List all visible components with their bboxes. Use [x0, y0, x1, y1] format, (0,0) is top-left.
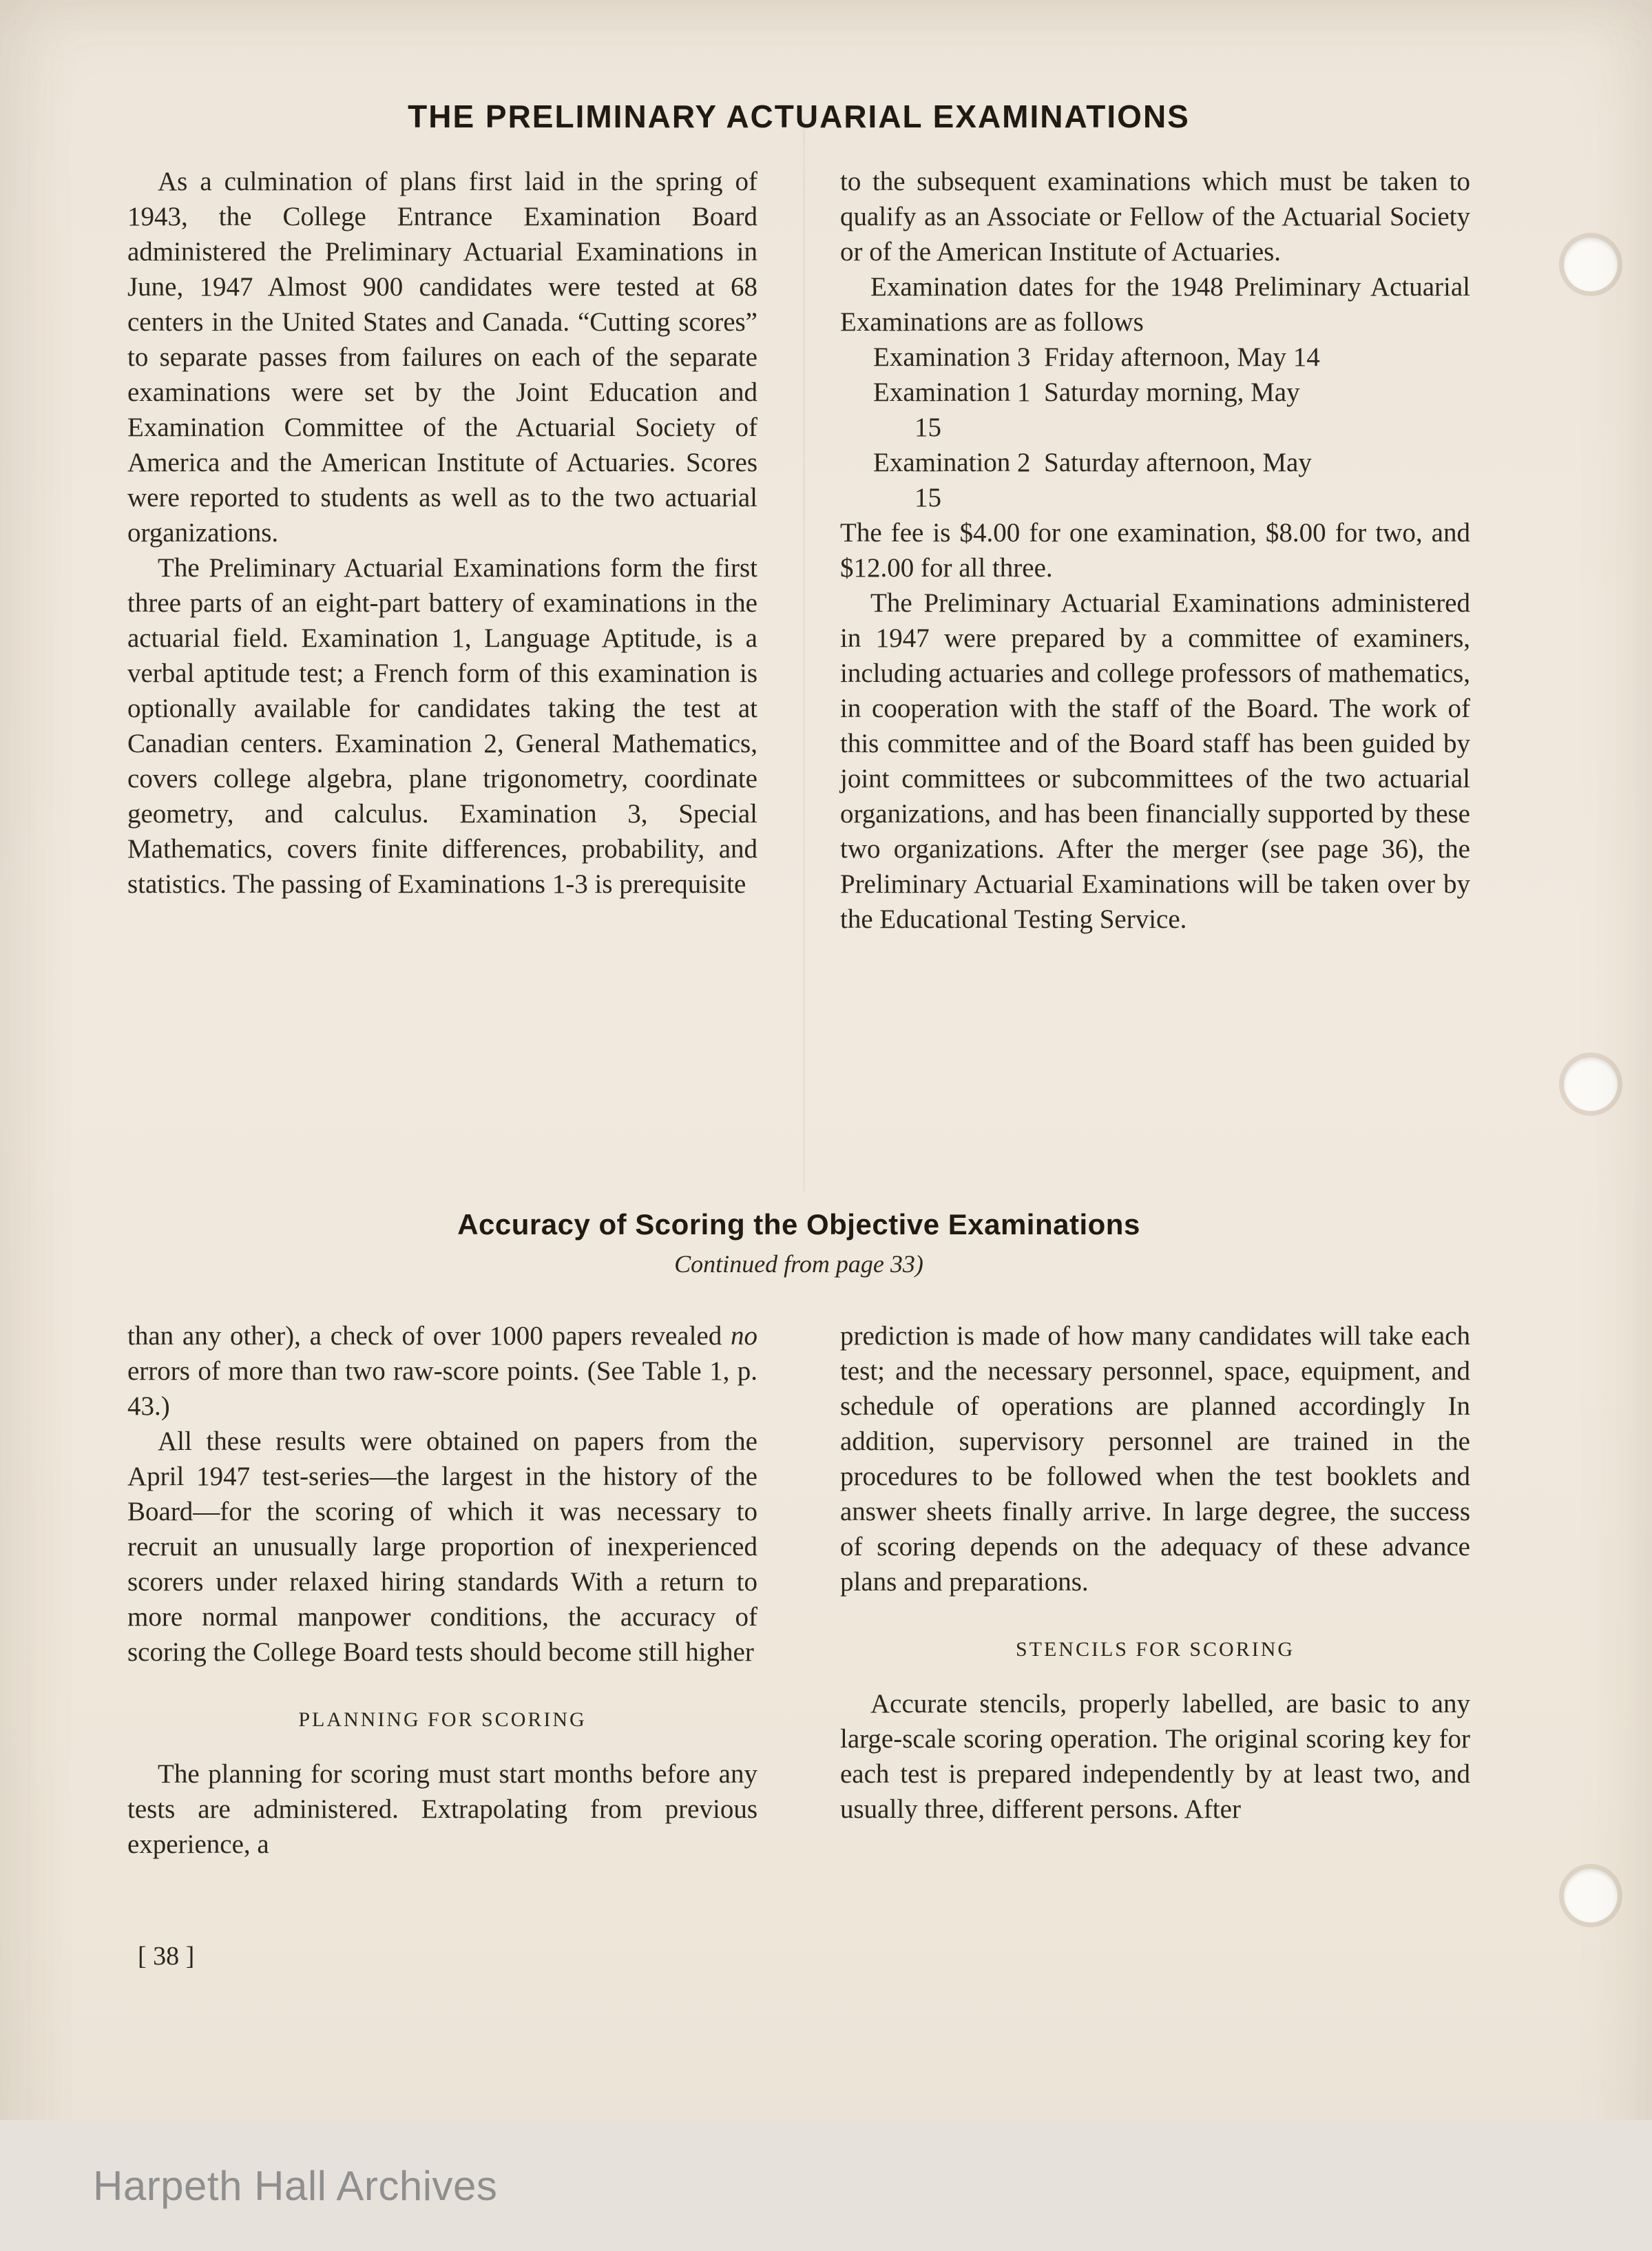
- article2-right-column: [840, 1318, 1470, 1862]
- article1-right-column: [840, 164, 1470, 1156]
- exam-schedule-line: 15: [914, 413, 941, 442]
- article1-paragraph: The Preliminary Actuarial Examinations form the first three parts of an eight-part battery of examinations in the actuarial field. Examination 1, Language Aptitude, is a verbal aptitude test; a French form of this examination is optionally available for candidates taking the test at Canadian centers. Examination 2, General Mathematics, covers college algebra, plane trigonometry, coordinate geometry, and calculus. Examination 3, Special Mathematics, covers finite differences, probability, and statistics. The passing of Examinations 1-3 is prerequisite: [127, 553, 757, 899]
- page-number: [ 38 ]: [138, 1942, 195, 1971]
- article2-subtitle: Continued from page 33): [674, 1250, 923, 1278]
- article1-paragraph: The Preliminary Actuarial Examinations administered in 1947 were prepared by a committee of examiners, including actuaries and college professors of mathematics, in cooperation with the staff of the Board. The work of this committee and of the Board staff has been guided by joint committees or subcommittees of the two actuarial organizations, and has been financially supported by these two organizations. After the merger (see page 36), the Preliminary Actuarial Examinations will be taken over by the Educational Testing Service.: [840, 588, 1470, 934]
- article2-columns: [127, 1318, 1470, 1862]
- article1-left-column: [127, 164, 757, 1156]
- punch-hole: [1564, 1869, 1618, 1922]
- page-content: [127, 96, 1470, 1862]
- exam-schedule-line: Examination 1 Saturday morning, May: [873, 377, 1300, 407]
- article1-title: THE PRELIMINARY ACTUARIAL EXAMINATIONS: [408, 98, 1190, 134]
- section-subhead-stencils: STENCILS FOR SCORING: [1015, 1638, 1295, 1661]
- paragraph-text: errors of more than two raw-score points. (See Table 1, p. 43.): [127, 1356, 757, 1421]
- italic-word: no: [731, 1321, 757, 1351]
- article2-paragraph: prediction is made of how many candidates will take each test; and the necessary personnel, space, equipment, and schedule of operations are planned accordingly In addition, supervisory personnel are trained in the procedures to be followed when the test booklets and answer sheets finally arrive. In large degree, the success of scoring depends on the adequacy of these advance plans and preparations.: [840, 1321, 1470, 1597]
- article2-left-column: [127, 1318, 757, 1862]
- article2-paragraph: The planning for scoring must start months before any tests are administered. Extrapolating from previous experience, a: [127, 1759, 757, 1859]
- exam-schedule-line: Examination 2 Saturday afternoon, May: [873, 448, 1312, 477]
- punch-hole: [1564, 238, 1618, 291]
- article1-paragraph: As a culmination of plans first laid in the spring of 1943, the College Entrance Examination Board administered the Preliminary Actuarial Examinations in June, 1947 Almost 900 candidates were tested at 68 centers in the United States and Canada. “Cutting scores” to separate passes from failures on each of the separate examinations were set by the Joint Education and Examination Committee of the Actuarial Society of America and the American Institute of Actuaries. Scores were reported to students as well as to the two actuarial organizations.: [127, 167, 757, 548]
- exam-schedule-line: 15: [914, 483, 941, 512]
- exam-schedule-line: Examination 3 Friday afternoon, May 14: [873, 342, 1320, 372]
- article1-paragraph: to the subsequent examinations which must be taken to qualify as an Associate or Fellow of the Actuarial Society or of the American Institute of Actuaries.: [840, 167, 1470, 267]
- article1-paragraph: The fee is $4.00 for one examination, $8.00 for two, and $12.00 for all three.: [840, 518, 1470, 583]
- archive-watermark: Harpeth Hall Archives: [93, 2162, 498, 2209]
- article1-paragraph: Examination dates for the 1948 Preliminary Actuarial Examinations are as follows: [840, 272, 1470, 337]
- article1-columns: [127, 164, 1470, 1156]
- archive-footer: [0, 2120, 1652, 2251]
- article2-paragraph: [127, 1318, 757, 1424]
- paragraph-text: than any other), a check of over 1000 papers revealed: [127, 1321, 731, 1351]
- article2-paragraph: Accurate stencils, properly labelled, are basic to any large-scale scoring operation. The original scoring key for each test is prepared independently by at least two, and usually three, different persons. After: [840, 1689, 1470, 1824]
- section-subhead-planning: PLANNING FOR SCORING: [298, 1708, 587, 1731]
- article2-paragraph: All these results were obtained on papers from the April 1947 test-series—the largest in the history of the Board—for the scoring of which it was necessary to recruit an unusually large proportion of inexperienced scorers under relaxed hiring standards With a return to more normal manpower conditions, the accuracy of scoring the College Board tests should become still higher: [127, 1427, 757, 1667]
- article2-title: Accuracy of Scoring the Objective Examinations: [457, 1208, 1140, 1241]
- punch-hole: [1564, 1057, 1618, 1111]
